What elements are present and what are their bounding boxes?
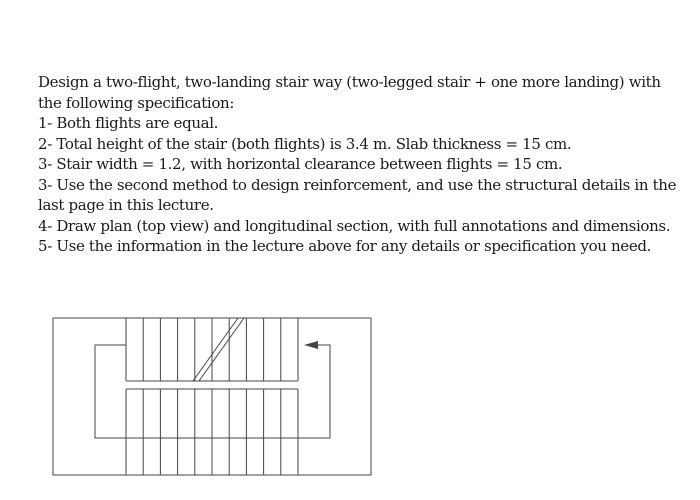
upper-flight-treads (126, 318, 298, 381)
spec-item-5: 4- Draw plan (top view) and longitudinal section, with full annotations and dimensions. (38, 216, 671, 235)
spec-item-6: 5- Use the information in the lecture above for any details or specification you need. (38, 237, 652, 255)
break-line-2 (199, 318, 244, 381)
spec-item-4: 3- Use the second method to design reinforcement, and use the structural details in the last page in this lecture. (38, 175, 677, 214)
left-arrow (304, 341, 318, 349)
problem-intro: Design a two-flight, two-landing stair way (two-legged stair + one more landing) with the following specification: (38, 73, 661, 112)
lower-flight-treads (126, 389, 298, 475)
spec-item-3: 3- Stair width = 1.2, with horizontal clearance between flights = 15 cm. (38, 155, 563, 173)
break-line-1 (193, 318, 238, 381)
spec-item-1: 1- Both flights are equal. (38, 114, 219, 132)
spec-item-2: 2- Total height of the stair (both flights) is 3.4 m. Slab thickness = 15 cm. (38, 134, 572, 153)
